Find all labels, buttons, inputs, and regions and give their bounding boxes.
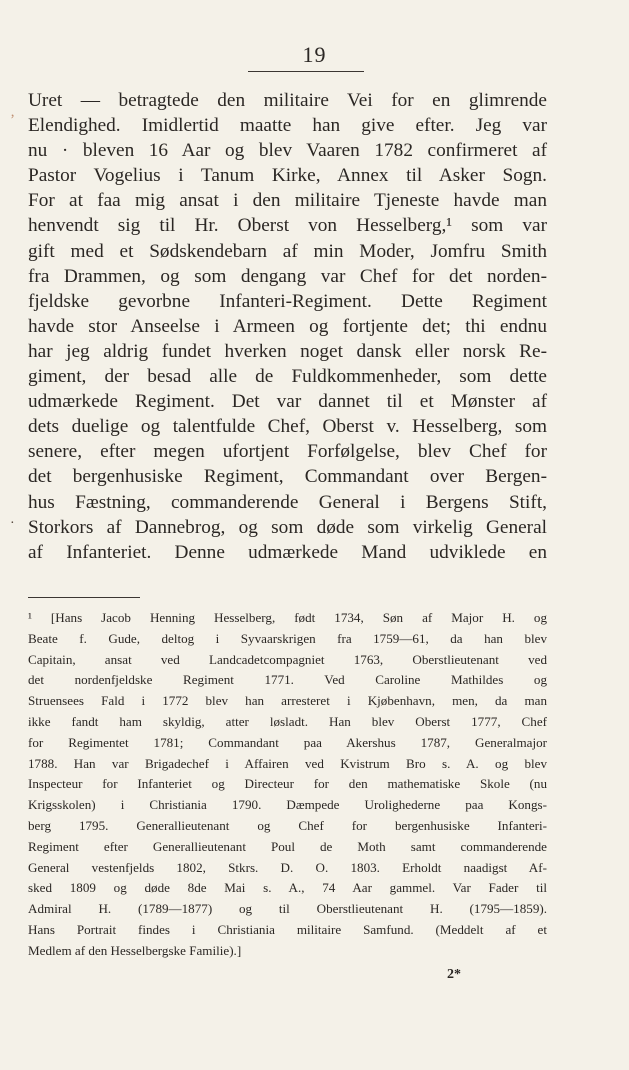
footnote-line: Inspecteur for Infanteriet og Directeur for den mathematiske Skole (nu — [28, 776, 547, 792]
body-line: har jeg aldrig fundet hverken noget dansk eller norsk Re- — [28, 340, 547, 362]
footnote-line: Beate f. Gude, deltog i Syvaarskrigen fra 1759—61, da han blev — [28, 630, 547, 646]
footnote-line: Krigsskolen) i Christiania 1790. Dæmpede Urolighederne paa Kongs- — [28, 797, 547, 813]
body-line: havde stor Anseelse i Armeen og fortjente det; thi endnu — [28, 315, 547, 337]
body-line: Pastor Vogelius i Tanum Kirke, Annex til Asker Sogn. — [28, 165, 547, 187]
footnote-line: berg 1795. Generallieutenant og Chef for bergenhusiske Infanteri- — [28, 817, 547, 833]
body-line: gift med et Sødskendebarn af min Moder, Jomfru Smith — [28, 240, 547, 262]
body-line: henvendt sig til Hr. Oberst von Hesselberg,¹ som var — [28, 215, 547, 237]
page-number: 19 — [302, 42, 327, 67]
body-line: Uret — betragtede den militaire Vei for en glimrende — [28, 90, 547, 111]
footnote-line: 1788. Han var Brigadechef i Affairen ved Kvistrum Bro s. A. og blev — [28, 755, 547, 771]
body-line: dets duelige og talentfulde Chef, Oberst v. Hesselberg, som — [28, 416, 547, 438]
body-line: af Infanteriet. Denne udmærkede Mand udviklede en — [28, 541, 547, 563]
body-line: fjeldske gevorbne Infanteri-Regiment. Dette Regiment — [28, 290, 547, 312]
margin-dot: · — [10, 516, 15, 531]
body-line: senere, efter megen ufortjent Forfølgelse, blev Chef for — [28, 441, 547, 463]
header-rule — [248, 71, 364, 72]
footnote-line: det nordenfjeldske Regiment 1771. Ved Caroline Mathildes og — [28, 672, 547, 688]
footnote-line: Regiment efter Generallieutenant Poul de Moth samt commanderende — [28, 838, 547, 854]
margin-tick: ’ — [10, 112, 15, 128]
main-text-block — [28, 88, 547, 565]
footnote-line: ikke fandt ham skyldig, atter løsladt. Han blev Oberst 1777, Chef — [28, 713, 547, 729]
footnote-line: Struensees Fald i 1772 blev han arresteret i Kjøbenhavn, men, da man — [28, 693, 547, 709]
footnote-line: Admiral H. (1789—1877) og til Oberstlieutenant H. (1795—1859). — [28, 901, 547, 917]
body-line: For at faa mig ansat i den militaire Tjeneste havde man — [28, 190, 547, 212]
footnote-line: sked 1809 og døde 8de Mai s. A., 74 Aar gammel. Var Fader til — [28, 880, 547, 896]
footnote-block — [28, 608, 547, 962]
footnote-rule — [28, 597, 140, 598]
footnote-line: Medlem af den Hesselbergske Familie).] — [28, 942, 242, 958]
footnote-line: ¹ [Hans Jacob Henning Hesselberg, født 1734, Søn af Major H. og — [28, 610, 547, 625]
signature-mark: 2* — [447, 967, 461, 982]
body-line: nu · bleven 16 Aar og blev Vaaren 1782 confirmeret af — [28, 140, 547, 162]
body-line: udmærkede Regiment. Det var dannet til et Mønster af — [28, 391, 547, 413]
body-line: hus Fæstning, commanderende General i Bergens Stift, — [28, 491, 547, 513]
footnote-line: Hans Portrait findes i Christiania militaire Samfund. (Meddelt af et — [28, 921, 547, 937]
footnote-line: General vestenfjelds 1802, Stkrs. D. O. 1803. Erholdt naadigst Af- — [28, 859, 547, 875]
footnote-line: for Regimentet 1781; Commandant paa Akershus 1787, Generalmajor — [28, 734, 547, 750]
footnote-line: Capitain, ansat ved Landcadetcompagniet 1763, Oberstlieutenant ved — [28, 651, 547, 667]
body-line: Storkors af Dannebrog, og som døde som virkelig General — [28, 516, 547, 538]
body-line: fra Drammen, og som dengang var Chef for det norden- — [28, 265, 547, 287]
body-line: Elendighed. Imidlertid maatte han give efter. Jeg var — [28, 115, 547, 137]
body-line: giment, der besad alle de Fuldkommenheder, som dette — [28, 366, 547, 388]
body-line: det bergenhusiske Regiment, Commandant over Bergen- — [28, 466, 547, 488]
